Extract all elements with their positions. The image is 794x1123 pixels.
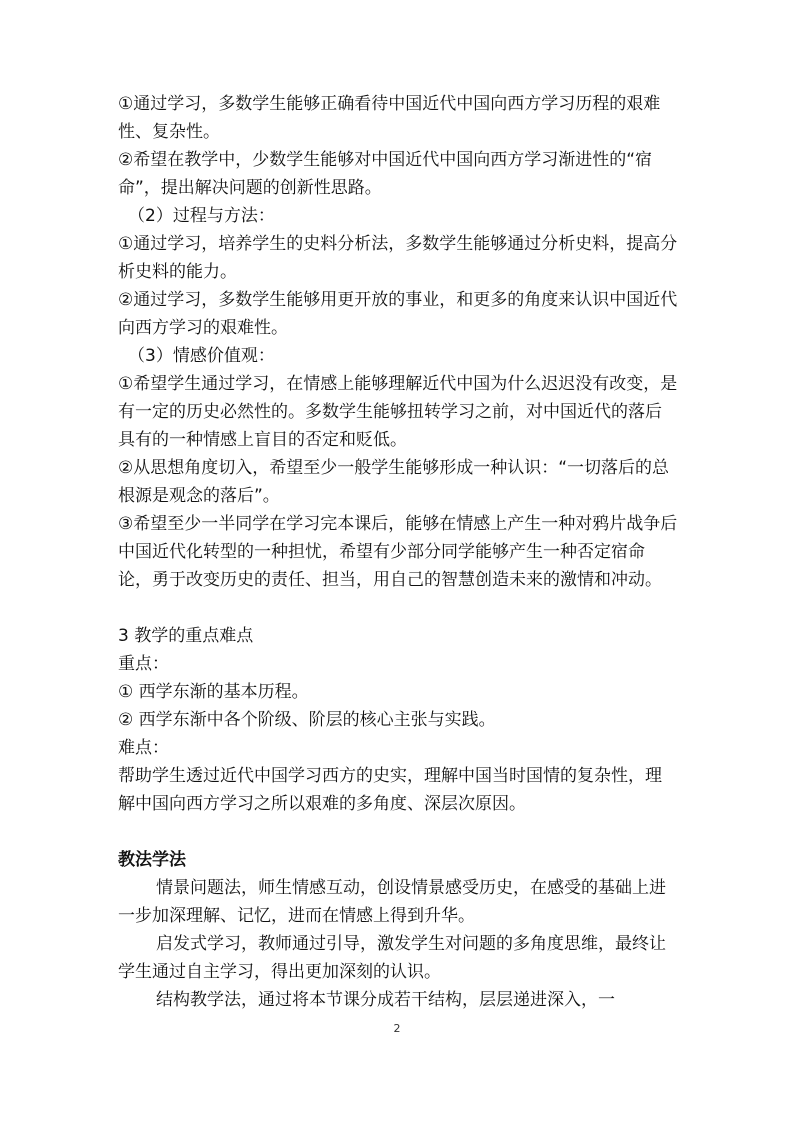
blank-line [118, 594, 678, 622]
difficulty-paragraph: 帮助学生透过近代中国学习西方的史实，理解中国当时国情的复杂性，理解中国向西方学习之所以艰难的多角度、深层次原因。 [118, 766, 662, 814]
key-points-label: 重点： [118, 654, 169, 674]
objective-paragraph: ①通过学习，培养学生的史料分析法，多数学生能够通过分析史料，提高分析史料的能力。 [118, 234, 678, 282]
section-subheading: （3）情感价值观： [128, 346, 275, 366]
objective-paragraph: ②通过学习，多数学生能够用更开放的事业，和更多的角度来认识中国近代向西方学习的艰难性。 [118, 290, 678, 338]
page-number: 2 [393, 1022, 401, 1035]
key-point-item: ① 西学东渐的基本历程。 [118, 682, 309, 702]
method-paragraph: 启发式学习，教师通过引导，激发学生对问题的多角度思维，最终让学生通过自主学习，得出更加深刻的认识。 [118, 934, 666, 982]
section-subheading: （2）过程与方法： [128, 206, 275, 226]
key-point-item: ② 西学东渐中各个阶级、阶层的核心主张与实践。 [118, 710, 496, 730]
document-body [118, 90, 678, 1014]
objective-paragraph: ①通过学习，多数学生能够正确看待中国近代中国向西方学习历程的艰难性、复杂性。 [118, 94, 661, 142]
blank-line [118, 818, 678, 846]
method-paragraph: 情景问题法，师生情感互动，创设情景感受历史，在感受的基础上进一步加深理解、记忆，进而在情感上得到升华。 [118, 878, 666, 926]
difficulty-label: 难点： [118, 738, 169, 758]
objective-paragraph: ③希望至少一半同学在学习完本课后，能够在情感上产生一种对鸦片战争后中国近代化转型的一种担忧，希望有少部分同学能够产生一种否定宿命论，勇于改变历史的责任、担当，用自己的智慧创造未来的激情和冲动。 [118, 514, 678, 590]
method-paragraph: 结构教学法，通过将本节课分成若干结构，层层递进深入，一 [156, 990, 615, 1010]
methods-heading: 教法学法 [118, 850, 186, 870]
section-heading: 3 教学的重点难点 [118, 626, 254, 646]
objective-paragraph: ②从思想角度切入，希望至少一般学生能够形成一种认识：“一切落后的总根源是观念的落后”。 [118, 458, 670, 506]
objective-paragraph: ①希望学生通过学习，在情感上能够理解近代中国为什么迟迟没有改变，是有一定的历史必然性的。多数学生能够扭转学习之前，对中国近代的落后具有的一种情感上盲目的否定和贬低。 [118, 374, 678, 450]
objective-paragraph: ②希望在教学中，少数学生能够对中国近代中国向西方学习渐进性的“宿命”，提出解决问题的创新性思路。 [118, 150, 653, 198]
